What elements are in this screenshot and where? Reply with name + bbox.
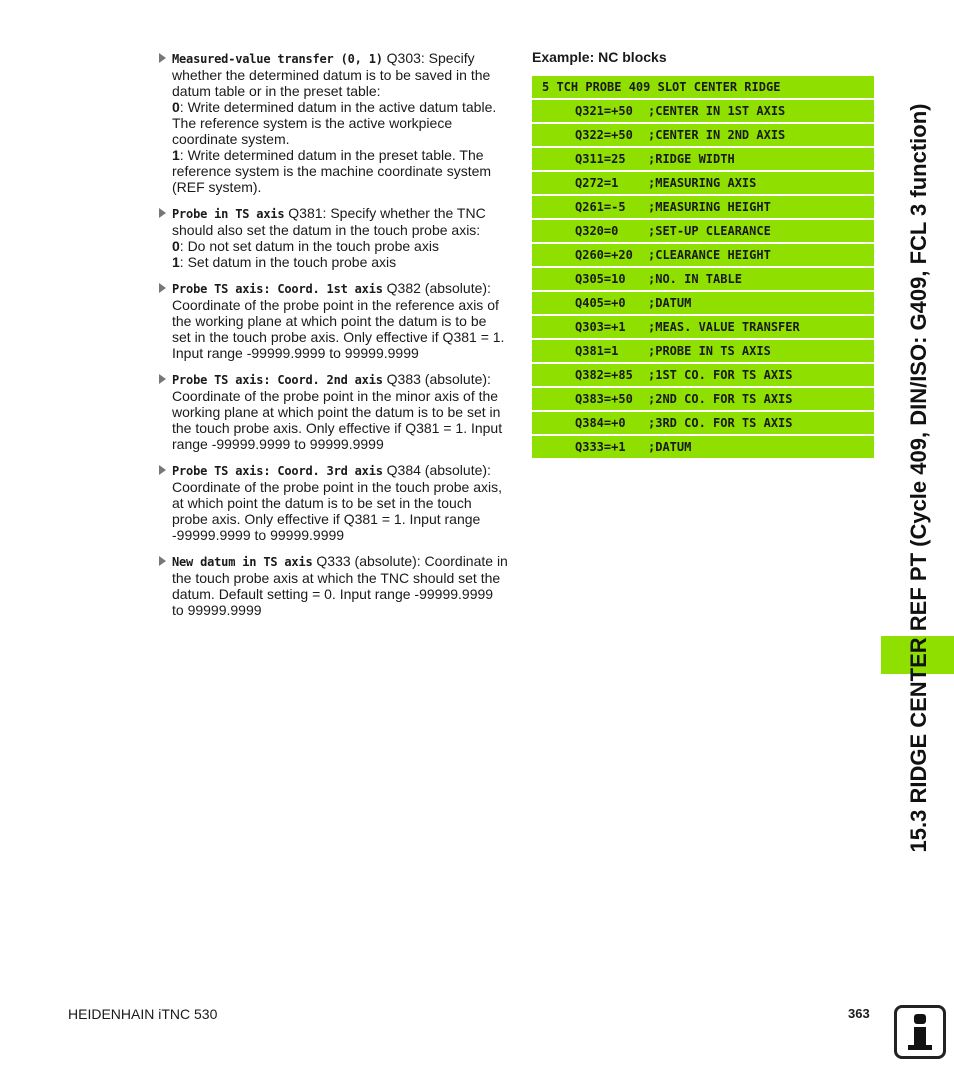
param-text: Input range -99999.9999 to 99999.9999 [172,345,419,361]
nc-block-row [532,388,874,410]
param-q384 [159,462,511,543]
nc-param-code: Q272=1 [575,176,619,190]
param-key: Measured-value transfer (0, 1) [172,52,383,66]
param-text: Q303: Specify [382,50,475,66]
nc-block-row [532,100,874,122]
param-text: Q383 (absolute): [382,371,491,387]
nc-param-comment: ;CLEARANCE HEIGHT [648,248,771,262]
nc-param-code: Q333=+1 [575,440,626,454]
option-value: 1 [172,254,180,270]
nc-param-code: Q311=25 [575,152,626,166]
option-line [172,254,511,270]
nc-block-row [532,76,874,98]
param-key: New datum in TS axis [172,555,313,569]
nc-param-code: Q303=+1 [575,320,626,334]
param-text: the working plane at which point the datum is to be [172,313,487,329]
param-text: Coordinate of the probe point in the minor axis of the [172,388,499,404]
option-text: (REF system). [172,179,262,195]
nc-param-comment: ;3RD CO. FOR TS AXIS [648,416,793,430]
param-body [172,553,511,618]
nc-param-code: Q322=+50 [575,128,633,142]
param-text: the touch probe axis. Only effective if Q381 = 1. Input [172,420,503,436]
bullet-arrow-icon [159,53,166,63]
param-text: probe axis. Only effective if Q381 = 1. Input range [172,511,481,527]
nc-block-row [532,292,874,314]
nc-param-comment: ;DATUM [648,296,692,310]
nc-block-row [532,364,874,386]
nc-param-comment: ;RIDGE WIDTH [648,152,735,166]
option-value: 1 [172,147,180,163]
param-text: Q333 (absolute): Coordinate in [312,553,508,569]
nc-param-code: Q260=+20 [575,248,633,262]
nc-param-comment: ;DATUM [648,440,692,454]
nc-param-code: Q320=0 [575,224,619,238]
option-line [172,99,511,115]
param-text: datum. Default setting = 0. Input range -99999.9999 [172,586,494,602]
param-body [172,371,511,452]
param-text: set in the touch probe axis. Only effective if Q381 = 1. [172,329,505,345]
option-value: 0 [172,99,180,115]
param-q382 [159,280,511,361]
param-text: Coordinate of the probe point in the touch probe axis, [172,479,502,495]
nc-param-comment: ;CENTER IN 2ND AXIS [648,128,786,142]
nc-block-row [532,316,874,338]
nc-param-code: Q383=+50 [575,392,633,406]
nc-param-code: Q384=+0 [575,416,626,430]
nc-block-row [532,244,874,266]
nc-block-row [532,220,874,242]
param-text: at which point the datum is to be set in the touch [172,495,472,511]
option-text: coordinate system. [172,131,290,147]
param-text: should also set the datum in the touch probe axis: [172,222,481,238]
bullet-arrow-icon [159,556,166,566]
param-key: Probe in TS axis [172,207,285,221]
side-title-text: 15.3 RIDGE CENTER REF PT (Cycle 409, DIN/ISO: G409, FCL 3 function) [906,103,931,853]
param-q381 [159,205,511,270]
param-text: working plane at which point the datum is to be set in [172,404,501,420]
param-text: whether the determined datum is to be saved in the [172,67,491,83]
option-text: : Write determined datum in the active datum table. [179,99,497,115]
nc-param-comment: ;PROBE IN TS AXIS [648,344,771,358]
option-text: reference system is the machine coordinate system [172,163,492,179]
nc-param-comment: ;MEASURING HEIGHT [648,200,771,214]
page-number: 363 [848,1006,870,1021]
nc-param-comment: ;SET-UP CLEARANCE [648,224,771,238]
param-text: Coordinate of the probe point in the reference axis of [172,297,499,313]
chapter-tab-marker [881,636,954,674]
param-key: Probe TS axis: Coord. 1st axis [172,282,383,296]
param-text: Q384 (absolute): [382,462,491,478]
param-body [172,205,511,270]
nc-param-comment: ;2ND CO. FOR TS AXIS [648,392,793,406]
nc-block-row [532,436,874,458]
param-text: range -99999.9999 to 99999.9999 [172,436,384,452]
footer-manual-name: HEIDENHAIN iTNC 530 [68,1006,218,1022]
info-icon-dot [914,1014,926,1024]
bullet-arrow-icon [159,465,166,475]
nc-param-code: Q321=+50 [575,104,633,118]
nc-param-code: Q382=+85 [575,368,633,382]
param-key: Probe TS axis: Coord. 3rd axis [172,464,383,478]
param-text: datum table or in the preset table: [172,83,381,99]
param-body [172,50,511,195]
nc-block-table [532,76,874,460]
option-line [172,147,511,163]
param-text: Q381: Specify whether the TNC [284,205,486,221]
param-q383 [159,371,511,452]
param-key: Probe TS axis: Coord. 2nd axis [172,373,383,387]
nc-block-row [532,196,874,218]
param-q333 [159,553,511,618]
option-text: : Set datum in the touch probe axis [179,254,397,270]
nc-param-code: Q381=1 [575,344,619,358]
option-text: The reference system is the active workpiece [172,115,453,131]
param-text: to 99999.9999 [172,602,262,618]
param-body [172,462,511,543]
info-icon [894,1005,946,1059]
bullet-arrow-icon [159,374,166,384]
nc-block-row [532,340,874,362]
option-text: : Do not set datum in the touch probe axis [179,238,439,254]
parameter-list [159,50,511,628]
bullet-arrow-icon [159,283,166,293]
param-text: the touch probe axis at which the TNC should set the [172,570,501,586]
nc-param-comment: ;1ST CO. FOR TS AXIS [648,368,793,382]
info-icon-foot [908,1045,932,1050]
option-value: 0 [172,238,180,254]
nc-param-comment: ;CENTER IN 1ST AXIS [648,104,786,118]
nc-block-row [532,268,874,290]
nc-block-row [532,124,874,146]
param-text: Q382 (absolute): [382,280,491,296]
bullet-arrow-icon [159,208,166,218]
nc-param-code: Q405=+0 [575,296,626,310]
nc-param-comment: ;MEASURING AXIS [648,176,757,190]
nc-param-code: Q305=10 [575,272,626,286]
nc-param-comment: ;MEAS. VALUE TRANSFER [648,320,800,334]
param-q303 [159,50,511,195]
option-text: : Write determined datum in the preset table. The [179,147,484,163]
nc-param-code: Q261=-5 [575,200,626,214]
option-line [172,238,511,254]
nc-block-text: 5 TCH PROBE 409 SLOT CENTER RIDGE [542,80,781,94]
nc-block-row [532,148,874,170]
nc-param-comment: ;NO. IN TABLE [648,272,742,286]
nc-block-row [532,172,874,194]
param-body [172,280,511,361]
nc-block-row [532,412,874,434]
param-text: -99999.9999 to 99999.9999 [172,527,345,543]
example-title: Example: NC blocks [532,49,667,65]
